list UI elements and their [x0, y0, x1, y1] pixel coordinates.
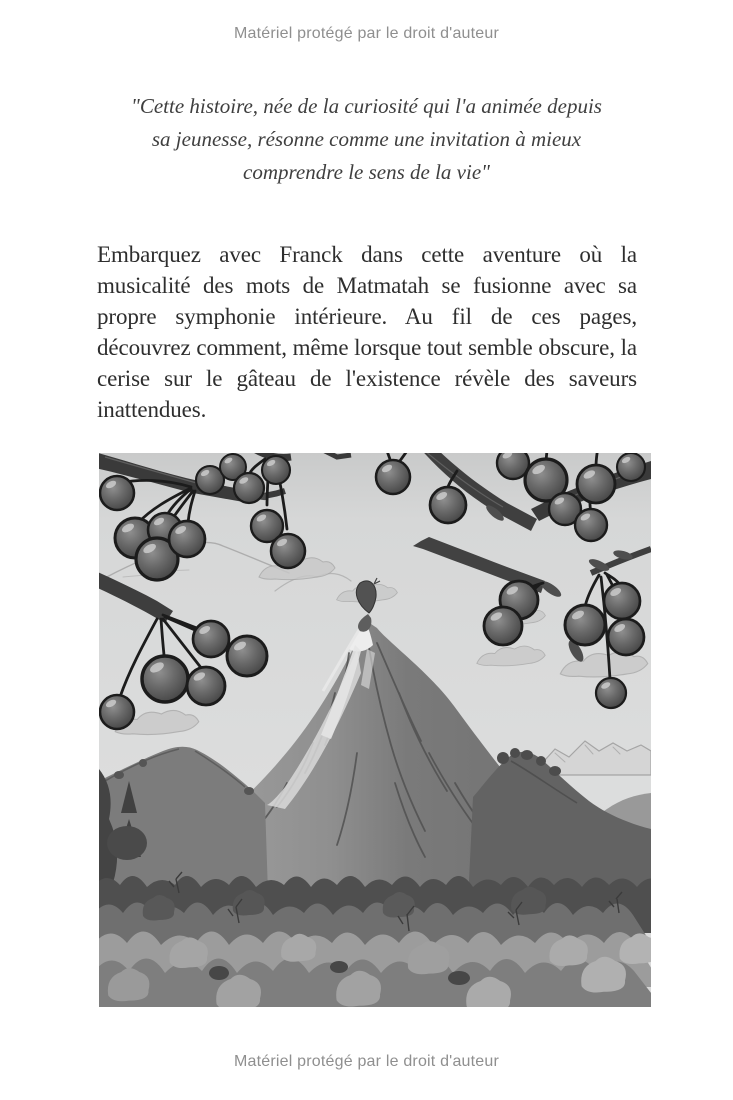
quote-line-2: sa jeunesse, résonne comme une invitation à mieux — [151, 127, 582, 151]
copyright-notice-top: Matériel protégé par le droit d'auteur — [233, 25, 500, 42]
pull-quote — [57, 90, 677, 189]
quote-line-1: "Cette histoire, née de la curiosité qui l'a animée depuis — [131, 94, 602, 118]
illustration-svg — [99, 453, 651, 1007]
quote-line-3: comprendre le sens de la vie" — [243, 160, 490, 184]
copyright-notice-bottom: Matériel protégé par le droit d'auteur — [233, 1053, 500, 1070]
cherry-mountain-illustration — [99, 453, 651, 1007]
body-paragraph: Embarquez avec Franck dans cette aventure où la musicalité des mots de Matmatah se fusionne avec sa propre symphonie intérieure. Au fil de ces pages, découvrez comment, même lorsque tout semble obscure, la cerise sur le gâteau de l'existence révèle des saveurs inattendues. — [97, 242, 637, 422]
